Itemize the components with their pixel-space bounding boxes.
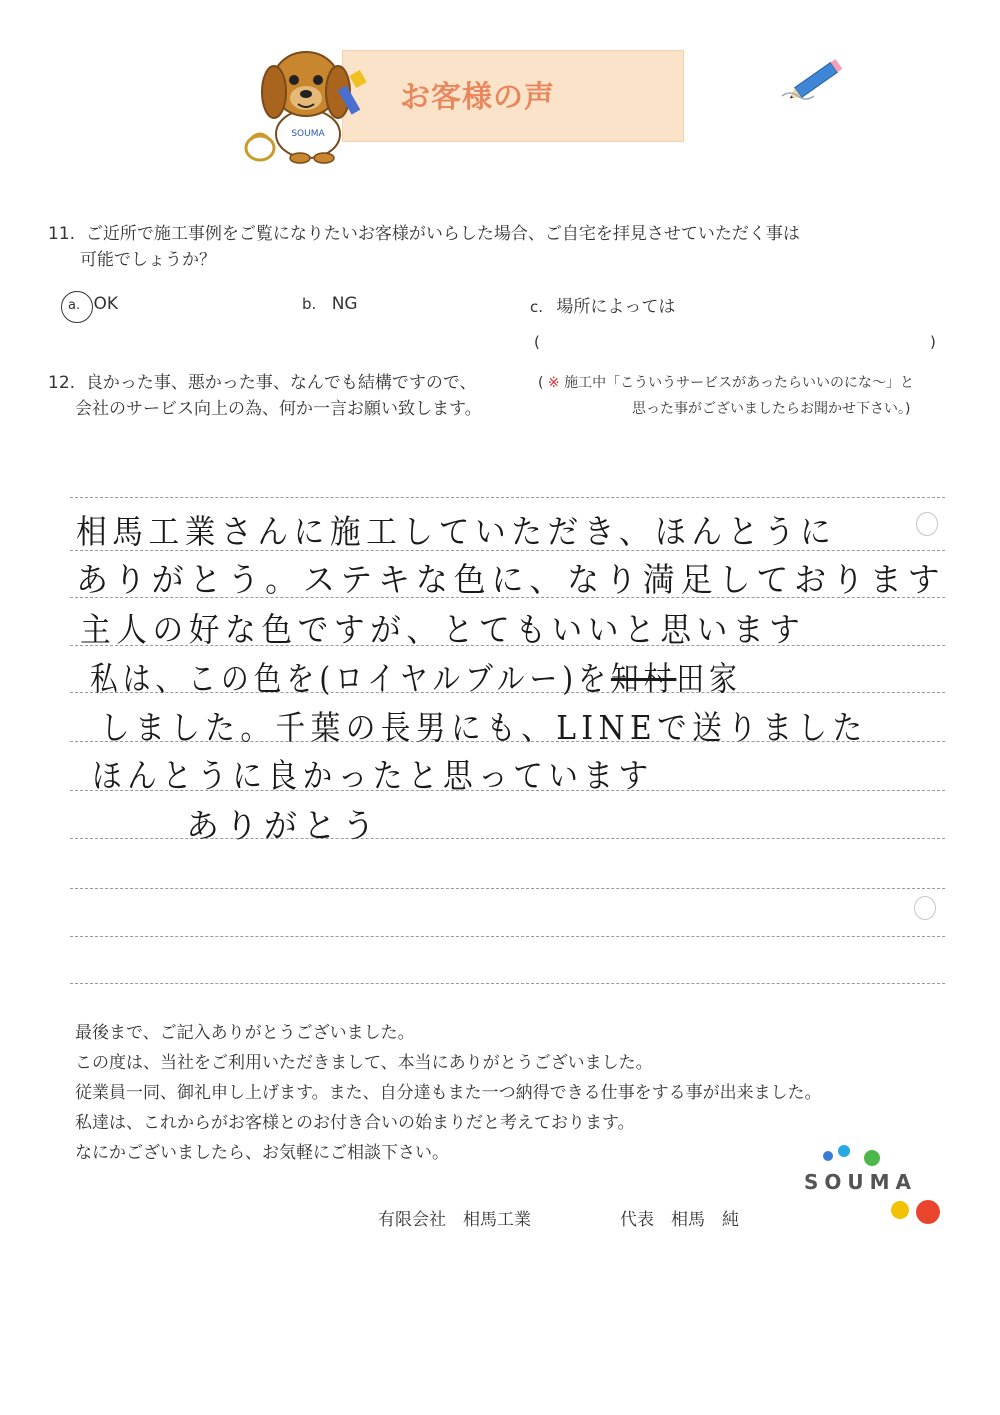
- writing-line: [70, 497, 945, 498]
- option-a-key: a.: [68, 298, 81, 313]
- logo-dot: [891, 1201, 909, 1219]
- page-title: お客様の声: [400, 80, 555, 115]
- closing-message: [75, 1018, 822, 1168]
- handwritten-line-2: ありがとう。ステキな色に、なり満足しております: [76, 560, 946, 599]
- pencil-icon: [780, 52, 852, 108]
- logo-dot: [838, 1145, 850, 1157]
- company-name: 有限会社 相馬工業: [378, 1210, 531, 1230]
- handwritten-line-7: ありがとう: [186, 806, 381, 845]
- q12-note-line2: 思った事がございましたらお聞かせ下さい。): [632, 401, 911, 417]
- option-c-label: 場所によっては: [556, 297, 676, 317]
- handwritten-line-1: 相馬工業さんに施工していただき、ほんとうに: [76, 512, 837, 551]
- closing-line-1: 最後まで、ご記入ありがとうございました。: [75, 1023, 415, 1043]
- q11-line1: [48, 221, 800, 247]
- closing-line-3: 従業員一同、御礼申し上げます。また、自分達もまた一つ納得できる仕事をする事が出来ました。: [75, 1083, 822, 1103]
- writing-line: [70, 888, 945, 889]
- q12-line2: 会社のサービス向上の為、何か一言お願い致します。: [75, 399, 482, 419]
- q11-text: ご近所で施工事例をご覧になりたいお客様がいらした場合、ご自宅を拝見させていただく事は: [85, 224, 800, 244]
- binder-hole: [916, 512, 938, 536]
- option-b[interactable]: [302, 294, 358, 314]
- representative-name: 代表 相馬 純: [620, 1210, 739, 1230]
- option-b-key: b.: [302, 295, 317, 313]
- closing-line-5: なにかございましたら、お気軽にご相談下さい。: [75, 1143, 449, 1163]
- option-c[interactable]: [530, 292, 675, 317]
- option-c-key: c.: [530, 298, 544, 316]
- q12-number: 12.: [48, 373, 76, 393]
- q12-note-line1: [538, 372, 914, 392]
- q12-note-text1: 施工中「こういうサービスがあったらいいのにな～」と: [564, 375, 914, 391]
- option-c-paren-close: ): [930, 333, 936, 351]
- q12-note-open: (: [538, 375, 544, 391]
- logo-dot: [823, 1151, 833, 1161]
- logo-dot: [864, 1150, 880, 1166]
- q12-text: 良かった事、悪かった事、なんでも結構ですので、: [85, 373, 477, 393]
- closing-line-4: 私達は、これからがお客様とのお付き合いの始まりだと考えております。: [75, 1113, 635, 1133]
- mascot-shirt-text: SOUMA: [291, 129, 325, 139]
- option-b-label: NG: [331, 294, 358, 314]
- handwritten-line-5: しました。千葉の長男にも、LINEで送りました: [100, 708, 868, 747]
- note-mark-icon: ※: [547, 375, 560, 391]
- writing-line: [70, 983, 945, 984]
- writing-line: [70, 936, 945, 937]
- binder-hole: [914, 896, 936, 920]
- handwritten-line-6: ほんとうに良かったと思っています: [92, 756, 654, 795]
- option-a-label: OK: [93, 294, 119, 314]
- dog-mascot-icon: [240, 36, 380, 164]
- handwritten-line-4: [90, 653, 742, 700]
- logo-dot: [916, 1200, 940, 1224]
- handwritten-line-4-pre: 私は、この色を(ロイヤルブルー)を: [90, 659, 611, 698]
- logo-text: SOUMA: [804, 1170, 918, 1194]
- option-a[interactable]: [68, 294, 118, 314]
- option-c-paren-open: (: [534, 333, 540, 351]
- q11-number: 11.: [48, 224, 76, 244]
- q12-line1: [48, 370, 477, 396]
- closing-line-2: この度は、当社をご利用いただきまして、本当にありがとうございました。: [75, 1053, 653, 1073]
- handwritten-line-4-post: 田家: [676, 659, 742, 698]
- handwritten-struck-text: 知村: [610, 659, 677, 698]
- handwritten-line-3: 主人の好な色ですが、とてもいいと思います: [80, 610, 806, 649]
- q11-line2: 可能でしょうか？: [80, 250, 216, 270]
